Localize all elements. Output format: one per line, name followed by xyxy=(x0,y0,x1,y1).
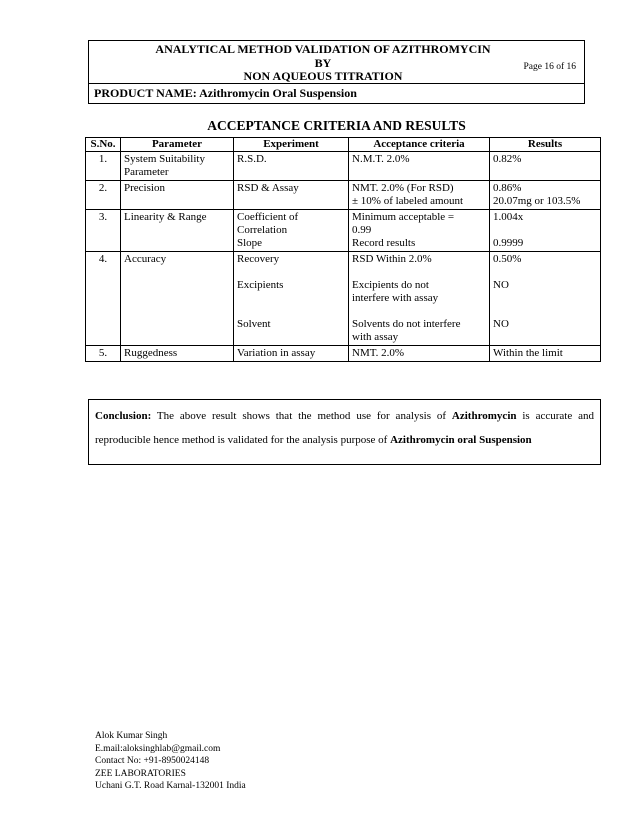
cell-line: Excipients xyxy=(237,279,284,291)
cell-results xyxy=(490,152,601,181)
cell-line xyxy=(493,224,597,237)
cell-line: Solvents do not interfere xyxy=(352,318,461,330)
table-body xyxy=(86,152,601,362)
cell-acceptance-criteria xyxy=(349,346,490,362)
cell-line: 0.86% xyxy=(493,182,522,194)
cell-line xyxy=(237,305,345,318)
cell-line: R.S.D. xyxy=(237,153,267,165)
cell-line: Slope xyxy=(237,237,263,249)
title-line-1: ANALYTICAL METHOD VALIDATION OF AZITHROMYCIN xyxy=(155,42,491,56)
cell-parameter xyxy=(121,252,234,346)
page-number: Page 16 of 16 xyxy=(523,62,576,72)
cell-experiment xyxy=(234,252,349,346)
cell-line xyxy=(493,305,597,318)
conclusion-text-1: The above result shows that the method use for analysis of xyxy=(151,410,452,422)
cell-line: Ruggedness xyxy=(124,347,178,359)
conclusion-text-2: is accurate and reproducible hence method is validated for the analysis purpose of xyxy=(95,410,594,446)
title-line-3: NON AQUEOUS TITRATION xyxy=(243,69,403,83)
cell-line xyxy=(352,266,486,279)
cell-line: N.M.T. 2.0% xyxy=(352,153,410,165)
header-sno: S.No. xyxy=(86,138,121,152)
footer-contact-number: Contact No: +91-8950024148 xyxy=(95,756,210,766)
table-row xyxy=(86,152,601,181)
cell-line: Minimum acceptable = xyxy=(352,211,455,223)
conclusion-product-1: Azithromycin xyxy=(451,410,517,422)
section-title: ACCEPTANCE CRITERIA AND RESULTS xyxy=(207,118,466,133)
cell-line: Correlation xyxy=(237,224,288,236)
table-header-row xyxy=(86,138,601,152)
table-row xyxy=(86,346,601,362)
cell-line: interfere with assay xyxy=(352,292,439,304)
cell-line: Solvent xyxy=(237,318,271,330)
cell-acceptance-criteria xyxy=(349,252,490,346)
cell-experiment xyxy=(234,210,349,252)
cell-sno: 5. xyxy=(86,346,121,362)
cell-line: RSD Within 2.0% xyxy=(352,253,432,265)
cell-line: 20.07mg or 103.5% xyxy=(493,195,581,207)
cell-line: Excipients do not xyxy=(352,279,429,291)
cell-line: System Suitability xyxy=(124,153,205,165)
cell-sno: 2. xyxy=(86,181,121,210)
cell-line: RSD & Assay xyxy=(237,182,299,194)
cell-line: 0.50% xyxy=(493,253,522,265)
document-header xyxy=(88,40,585,104)
table-row xyxy=(86,181,601,210)
header-experiment: Experiment xyxy=(234,138,349,152)
cell-acceptance-criteria xyxy=(349,181,490,210)
title-line-2: BY xyxy=(314,55,332,70)
cell-results xyxy=(490,181,601,210)
cell-line: with assay xyxy=(352,331,399,343)
footer-lab-name: ZEE LABORATORIES xyxy=(95,768,186,779)
cell-parameter xyxy=(121,152,234,181)
cell-line: Recovery xyxy=(237,253,280,265)
cell-results xyxy=(490,252,601,346)
results-table xyxy=(85,137,601,362)
footer-name: Alok Kumar Singh xyxy=(95,731,168,741)
cell-sno: 3. xyxy=(86,210,121,252)
cell-parameter xyxy=(121,181,234,210)
cell-line: Parameter xyxy=(124,166,169,178)
conclusion-label: Conclusion: xyxy=(95,410,152,422)
cell-line: 0.99 xyxy=(352,224,372,236)
cell-line: Coefficient of xyxy=(237,211,299,223)
cell-line: 1.004x xyxy=(493,211,524,223)
cell-line: 0.82% xyxy=(493,153,522,165)
cell-line xyxy=(352,305,486,318)
cell-line: NO xyxy=(493,318,509,330)
cell-sno: 4. xyxy=(86,252,121,346)
header-results: Results xyxy=(490,138,601,152)
cell-line: Accuracy xyxy=(124,253,167,265)
cell-line: ± 10% of labeled amount xyxy=(352,195,464,207)
cell-line: NMT. 2.0% xyxy=(352,347,405,359)
table-row xyxy=(86,252,601,346)
cell-line: Precision xyxy=(124,182,165,194)
cell-line: Linearity & Range xyxy=(124,211,207,223)
document-title xyxy=(89,43,557,84)
conclusion-product-2: Azithromycin oral Suspension xyxy=(390,434,532,446)
product-name: PRODUCT NAME: Azithromycin Oral Suspension xyxy=(94,86,357,100)
cell-line xyxy=(237,266,345,279)
cell-line xyxy=(493,292,597,305)
footer-contact xyxy=(95,730,246,793)
cell-experiment xyxy=(234,152,349,181)
cell-line: NO xyxy=(493,279,509,291)
cell-sno: 1. xyxy=(86,152,121,181)
cell-line xyxy=(493,266,597,279)
table-row xyxy=(86,210,601,252)
cell-acceptance-criteria xyxy=(349,210,490,252)
cell-line: Within the limit xyxy=(493,347,563,359)
cell-line: 0.9999 xyxy=(493,237,524,249)
conclusion-box xyxy=(88,399,601,465)
cell-experiment xyxy=(234,181,349,210)
cell-parameter xyxy=(121,346,234,362)
cell-results xyxy=(490,210,601,252)
footer-email: E.mail:aloksinghlab@gmail.com xyxy=(95,743,221,754)
header-acceptance-criteria: Acceptance criteria xyxy=(349,138,490,152)
cell-line xyxy=(237,292,345,305)
cell-line: Variation in assay xyxy=(237,347,316,359)
cell-experiment xyxy=(234,346,349,362)
cell-parameter xyxy=(121,210,234,252)
cell-acceptance-criteria xyxy=(349,152,490,181)
cell-line: NMT. 2.0% (For RSD) xyxy=(352,182,454,194)
footer-address: Uchani G.T. Road Karnal-132001 India xyxy=(95,781,246,791)
cell-results xyxy=(490,346,601,362)
header-parameter: Parameter xyxy=(121,138,234,152)
header-title-area xyxy=(89,41,584,84)
cell-line: Record results xyxy=(352,237,416,249)
